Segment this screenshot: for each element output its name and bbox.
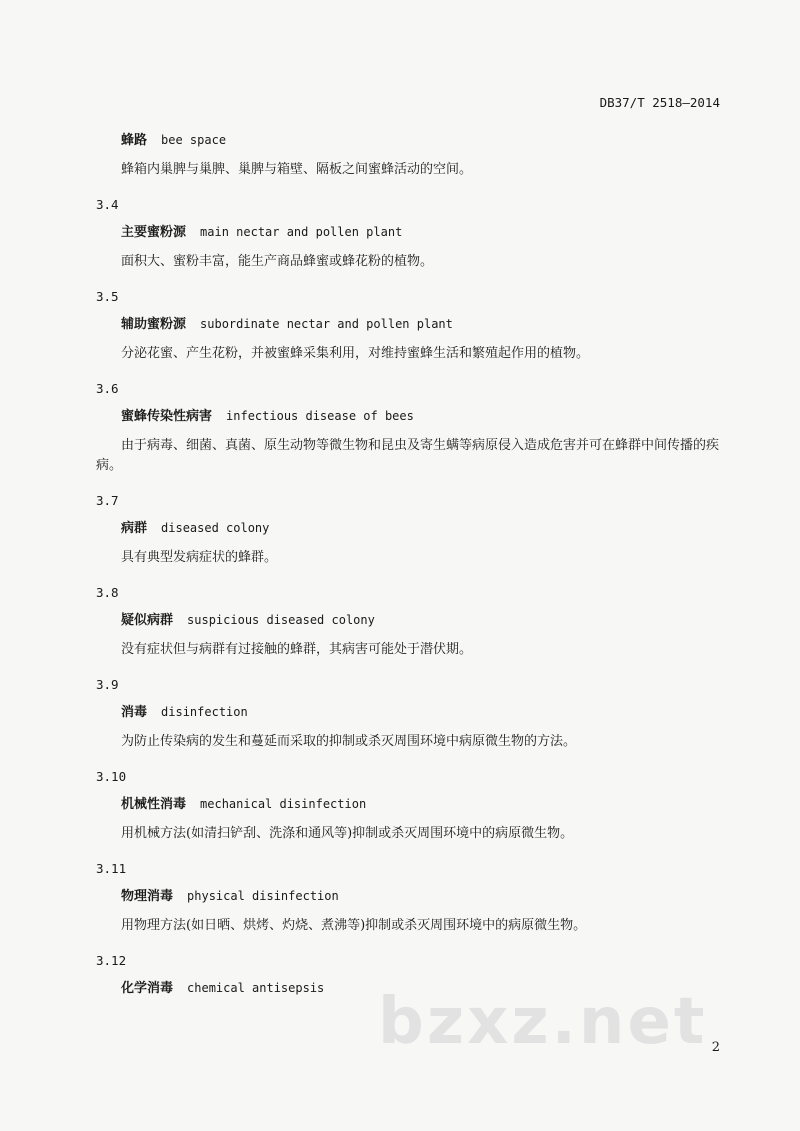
clause-number: 3.11: [96, 861, 127, 876]
clause-number: 3.4: [96, 197, 119, 212]
term-definition: 具有典型发病症状的蜂群。: [121, 550, 278, 565]
term-row: [96, 884, 736, 914]
term-definition: 蜂箱内巢脾与巢脾、巢脾与箱壁、隔板之间蜜蜂活动的空间。: [121, 162, 473, 177]
standard-code: DB37/T 2518—2014: [599, 95, 720, 110]
term-row: [96, 404, 736, 434]
term-row: [96, 516, 736, 546]
term-row: [96, 312, 736, 342]
term-english: infectious disease of bees: [226, 409, 414, 423]
term-row: [96, 220, 736, 250]
term-chinese: 消毒: [121, 705, 148, 720]
term-chinese: 辅助蜜粉源: [121, 317, 187, 332]
term-definition: 用机械方法(如清扫铲刮、洗涤和通风等)抑制或杀灭周围环境中的病原微生物。: [121, 826, 574, 841]
term-entry: [96, 374, 736, 476]
term-definition: 没有症状但与病群有过接触的蜂群，其病害可能处于潜伏期。: [121, 642, 473, 657]
term-entry-bee-space: [96, 128, 736, 180]
term-english: suspicious diseased colony: [187, 613, 375, 627]
term-english: subordinate nectar and pollen plant: [200, 317, 453, 331]
term-definition: 分泌花蜜、产生花粉，并被蜜蜂采集利用，对维持蜜蜂生活和繁殖起作用的植物。: [121, 346, 590, 361]
page-number: 2: [711, 1040, 720, 1055]
clause-number: 3.8: [96, 585, 119, 600]
watermark: bzxz.net: [378, 985, 708, 1059]
clause-number: 3.5: [96, 289, 119, 304]
term-chinese: 疑似病群: [121, 613, 174, 628]
term-entry: [96, 486, 736, 568]
term-chinese: 机械性消毒: [121, 797, 187, 812]
term-chinese: 蜂路: [121, 133, 148, 148]
term-row: [96, 608, 736, 638]
term-chinese: 主要蜜粉源: [121, 225, 187, 240]
term-english: diseased colony: [161, 521, 270, 535]
clause-number: 3.10: [96, 769, 127, 784]
term-entry: [96, 190, 736, 272]
clause-number: 3.9: [96, 677, 119, 692]
term-english: bee space: [161, 133, 227, 147]
term-definition: 面积大、蜜粉丰富，能生产商品蜂蜜或蜂花粉的植物。: [121, 254, 434, 269]
term-english: chemical antisepsis: [187, 981, 325, 995]
term-chinese: 病群: [121, 521, 148, 536]
term-row: [96, 792, 736, 822]
term-english: disinfection: [161, 705, 248, 719]
term-chinese: 物理消毒: [121, 889, 174, 904]
term-english: mechanical disinfection: [200, 797, 367, 811]
clause-number: 3.6: [96, 381, 119, 396]
term-english: physical disinfection: [187, 889, 339, 903]
document-body: [96, 128, 736, 1006]
clause-number: 3.12: [96, 953, 127, 968]
term-english: main nectar and pollen plant: [200, 225, 403, 239]
term-row: [96, 128, 736, 158]
term-entry: [96, 670, 736, 752]
term-entry: [96, 282, 736, 364]
term-entry: [96, 762, 736, 844]
clause-number: 3.7: [96, 493, 119, 508]
term-entry: [96, 578, 736, 660]
term-entry: [96, 854, 736, 936]
term-definition: 用物理方法(如日晒、烘烤、灼烧、煮沸等)抑制或杀灭周围环境中的病原微生物。: [121, 918, 587, 933]
term-chinese: 化学消毒: [121, 981, 174, 996]
term-chinese: 蜜蜂传染性病害: [121, 409, 213, 424]
term-definition: 为防止传染病的发生和蔓延而采取的抑制或杀灭周围环境中病原微生物的方法。: [121, 734, 577, 749]
term-row: [96, 700, 736, 730]
term-definition: 由于病毒、细菌、真菌、原生动物等微生物和昆虫及寄生螨等病原侵入造成危害并可在蜂群中间传播的疾病。: [96, 438, 720, 473]
